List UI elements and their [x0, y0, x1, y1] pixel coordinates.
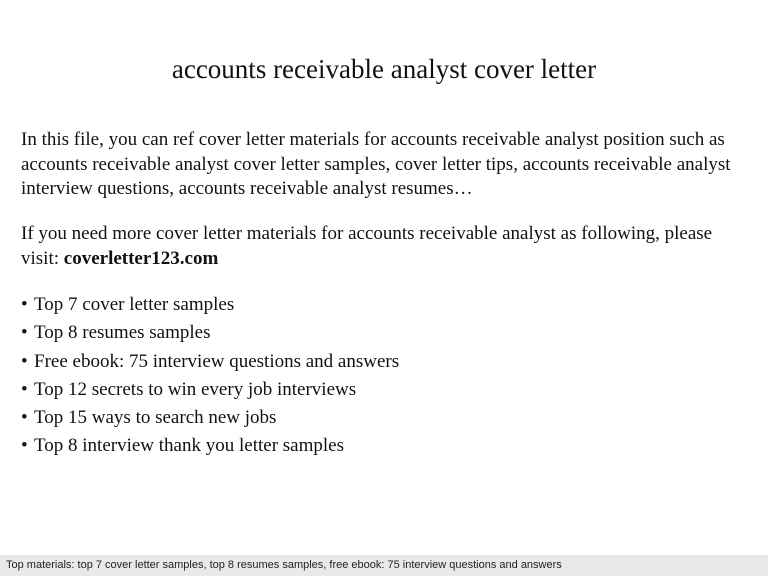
footer-text: Top materials: top 7 cover letter samples, top 8 resumes samples, free ebook: 75 interview questions and answers	[6, 559, 562, 571]
list-item-text: Top 8 resumes samples	[34, 322, 211, 344]
list-item	[21, 348, 751, 376]
list-item-text: Top 8 interview thank you letter samples	[34, 435, 344, 457]
intro-paragraph: In this file, you can ref cover letter materials for accounts receivable analyst position such as accounts receivable analyst cover letter samples, cover letter tips, accounts receivable analyst interview questions, accounts receivable analyst resumes…	[21, 129, 731, 199]
list-item	[21, 376, 751, 404]
list-item	[21, 404, 751, 432]
footer-bar	[0, 555, 768, 576]
bullet-icon: •	[21, 350, 28, 372]
list-item	[21, 319, 751, 347]
list-item-text: Top 15 ways to search new jobs	[34, 407, 277, 429]
visit-text: If you need more cover letter materials for accounts receivable analyst as following, please visit:	[21, 223, 713, 269]
list-item	[21, 432, 751, 460]
list-item	[21, 291, 751, 319]
page-title: accounts receivable analyst cover letter	[171, 54, 597, 84]
list-item-text: Top 12 secrets to win every job interviews	[34, 378, 357, 400]
visit-paragraph	[21, 222, 751, 271]
bullet-icon: •	[21, 407, 28, 429]
bullet-icon: •	[21, 294, 28, 315]
list-item-text: Free ebook: 75 interview questions and answers	[34, 350, 400, 372]
bullet-icon: •	[21, 435, 28, 457]
list-item-text: Top 7 cover letter samples	[34, 294, 235, 315]
website-link[interactable]: coverletter123.com	[63, 247, 219, 269]
bullet-icon: •	[21, 378, 28, 400]
bullet-icon: •	[21, 322, 28, 344]
materials-list	[21, 291, 751, 461]
